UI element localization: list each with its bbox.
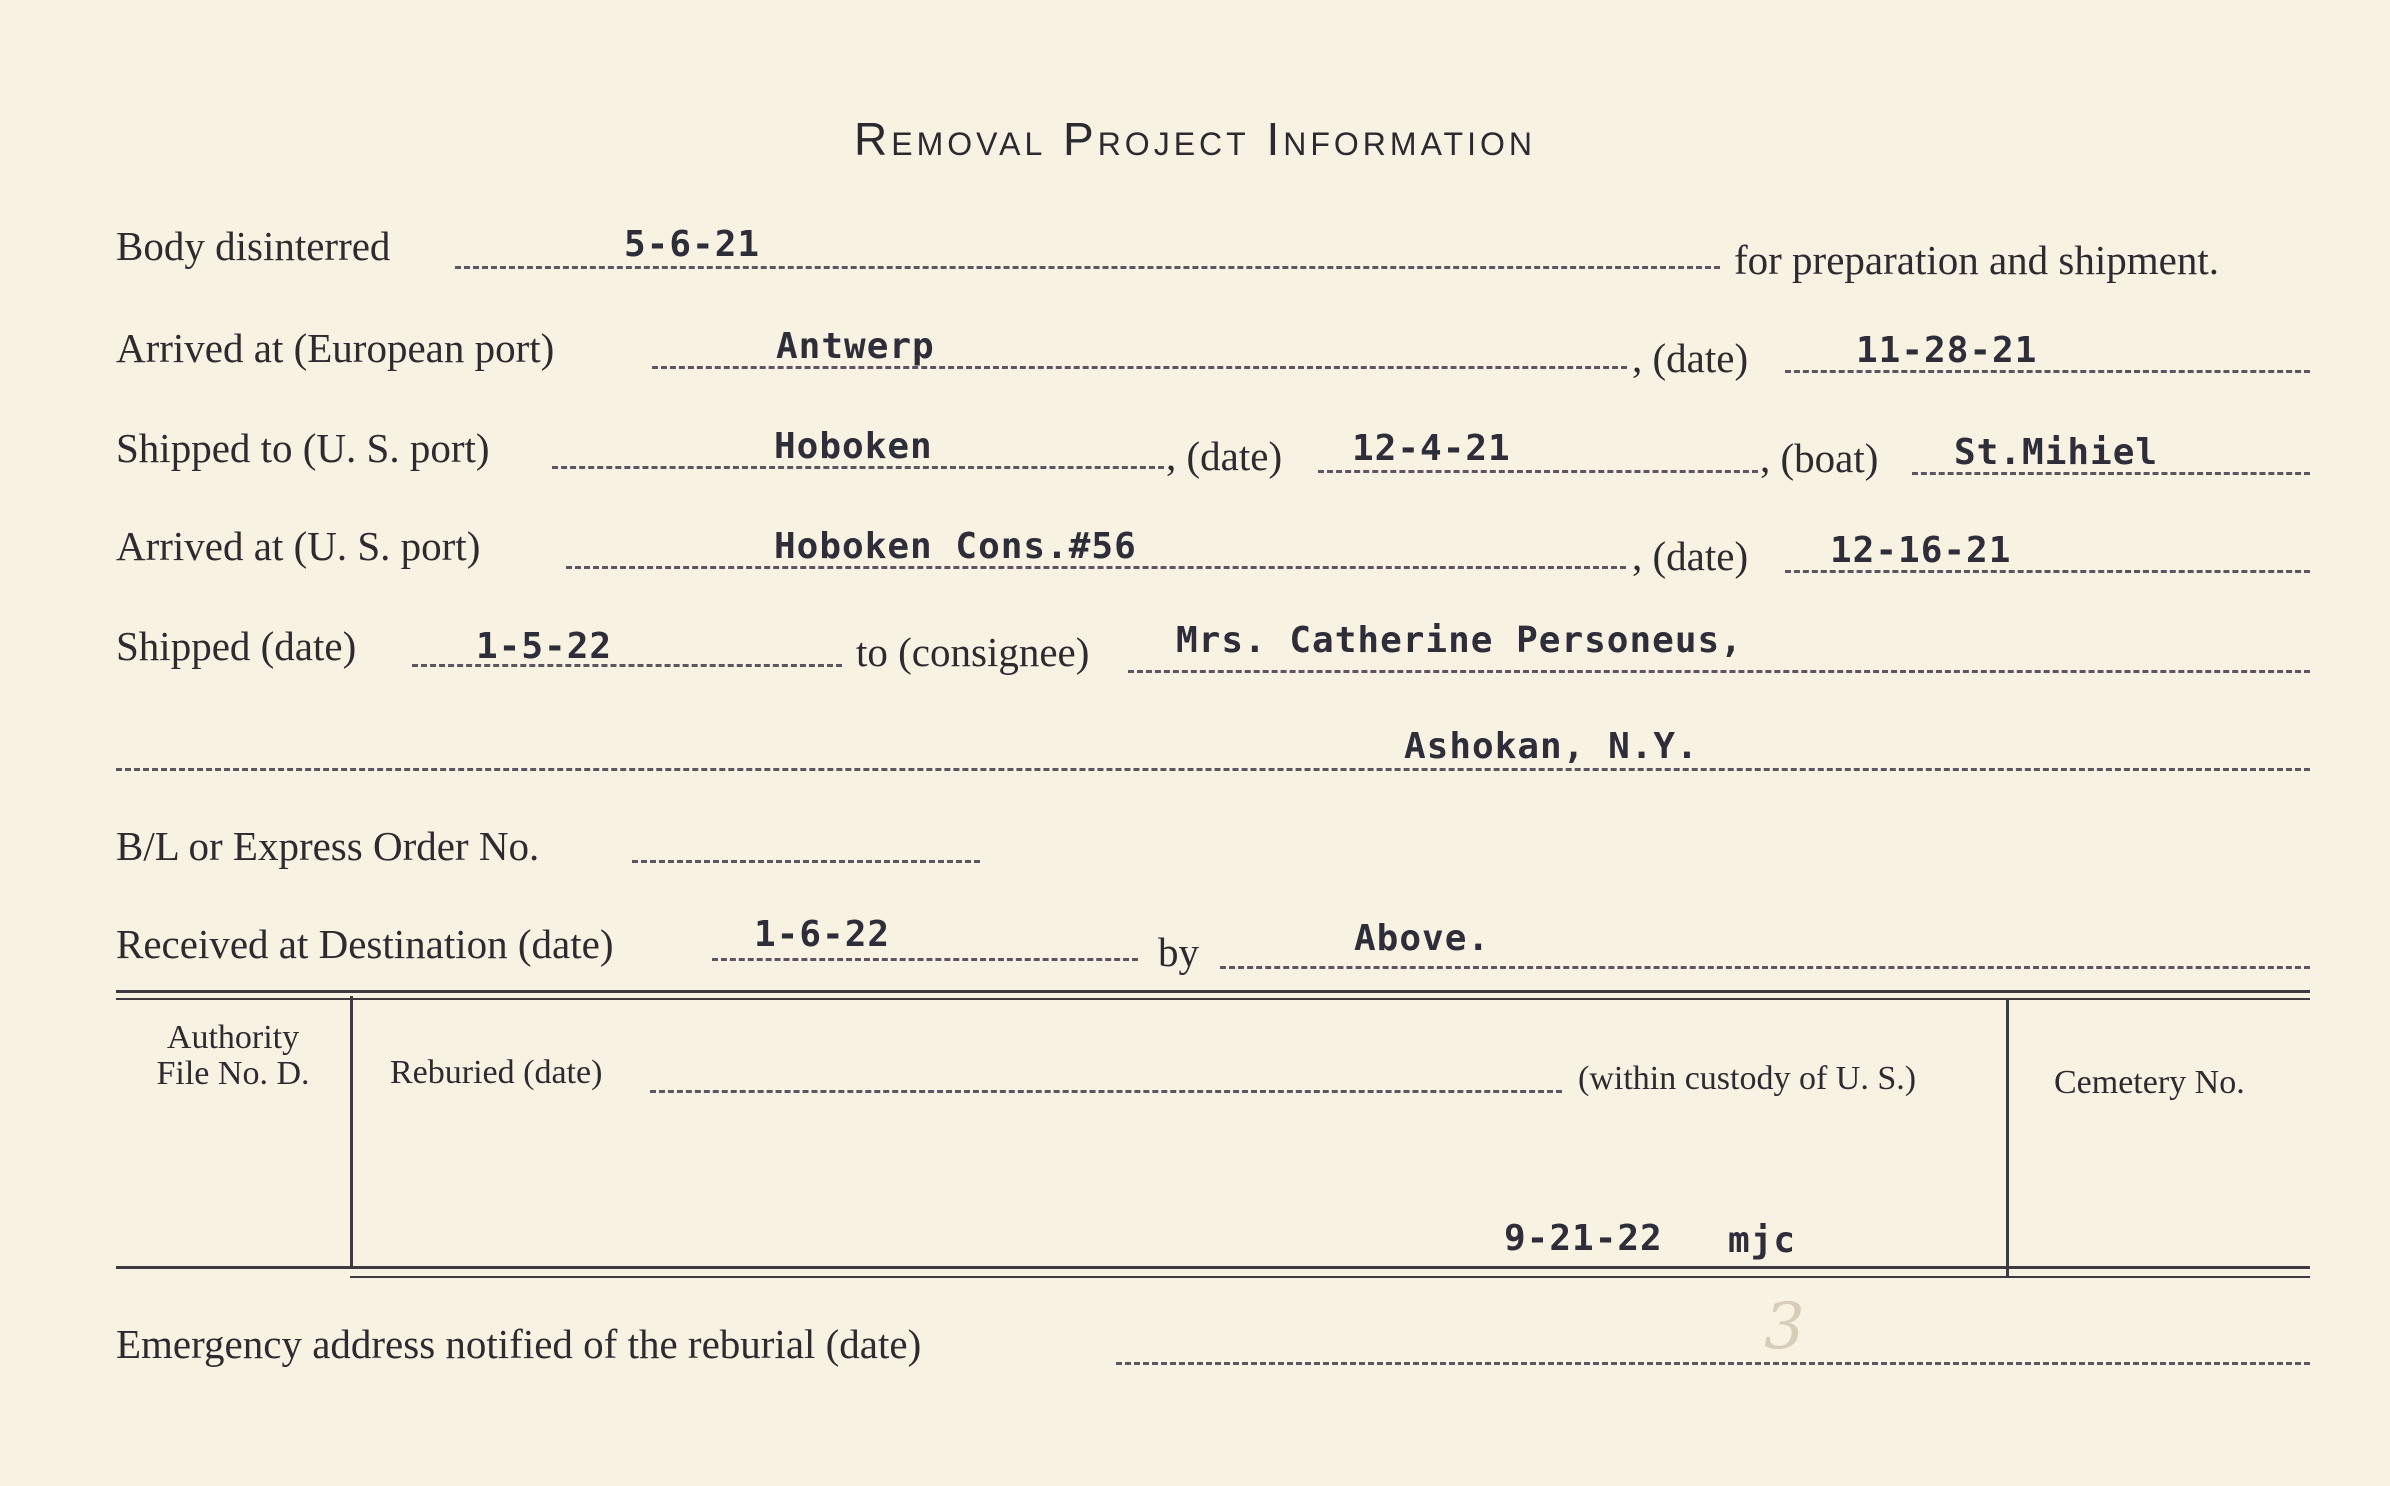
authority-line2: File No. D. — [156, 1055, 310, 1092]
box-bottom-rule-inner — [350, 1276, 2310, 1278]
received-date: 1-6-22 — [754, 914, 891, 955]
box-top-rule — [116, 990, 2310, 993]
authority-block — [116, 1020, 350, 1092]
arrived-us-label: Arrived at (U. S. port) — [116, 523, 481, 569]
bl-order-label: B/L or Express Order No. — [116, 823, 540, 869]
box-left-divider — [350, 996, 353, 1266]
shipped-us-date-label: , (date) — [1166, 433, 1283, 479]
arrived-european-date: 11-28-21 — [1856, 330, 2038, 371]
reburied-initials: mjc — [1728, 1220, 1797, 1261]
box-right-divider — [2006, 1000, 2009, 1278]
arrived-us-date: 12-16-21 — [1830, 530, 2012, 571]
arrived-european-date-label: , (date) — [1632, 335, 1749, 381]
arrived-us-port: Hoboken Cons.#56 — [774, 526, 1137, 567]
consignee-label: to (consignee) — [856, 629, 1090, 675]
card-title: Removal Project Information — [854, 113, 1536, 165]
box-top-rule-inner — [116, 998, 2310, 1000]
arrived-european-port: Antwerp — [776, 326, 935, 367]
received-date-line — [712, 958, 1138, 961]
cemetery-label: Cemetery No. — [2054, 1064, 2245, 1101]
received-by: Above. — [1354, 918, 1491, 959]
shipped-us-date: 12-4-21 — [1352, 428, 1511, 469]
custody-label: (within custody of U. S.) — [1578, 1060, 1917, 1097]
reburied-label: Reburied (date) — [390, 1054, 603, 1091]
consignee-name: Mrs. Catherine Personeus, — [1176, 620, 1743, 661]
reburied-line — [650, 1090, 1562, 1093]
body-disinterred-line — [455, 266, 1720, 269]
body-disinterred-suffix: for preparation and shipment. — [1734, 237, 2220, 283]
consignee-address: Ashokan, N.Y. — [1404, 726, 1699, 767]
authority-line1: Authority — [166, 1019, 300, 1056]
shipped-label: Shipped (date) — [116, 623, 357, 669]
address-line — [116, 768, 2310, 771]
received-by-label: by — [1158, 929, 1199, 975]
reburied-stamp-date: 9-21-22 — [1504, 1218, 1663, 1259]
emergency-label: Emergency address notified of the reburial (date) — [116, 1321, 922, 1367]
shipped-us-date-line — [1318, 470, 1758, 473]
body-disinterred-value: 5-6-21 — [624, 224, 761, 265]
shipped-us-port: Hoboken — [774, 426, 933, 467]
shipped-date: 1-5-22 — [476, 626, 613, 667]
shipped-us-label: Shipped to (U. S. port) — [116, 425, 490, 471]
shipped-us-boat-label: , (boat) — [1760, 435, 1879, 481]
arrived-european-label: Arrived at (European port) — [116, 325, 555, 371]
received-by-line — [1220, 966, 2310, 969]
bl-order-line — [632, 860, 980, 863]
arrived-us-date-label: , (date) — [1632, 533, 1749, 579]
box-bottom-rule — [116, 1266, 2310, 1269]
body-disinterred-label: Body disinterred — [116, 223, 391, 269]
consignee-line — [1128, 670, 2310, 673]
handwritten-mark: 3 — [1764, 1290, 1805, 1364]
received-label: Received at Destination (date) — [116, 921, 614, 967]
shipped-us-boat: St.Mihiel — [1954, 432, 2159, 473]
emergency-line — [1116, 1362, 2310, 1365]
